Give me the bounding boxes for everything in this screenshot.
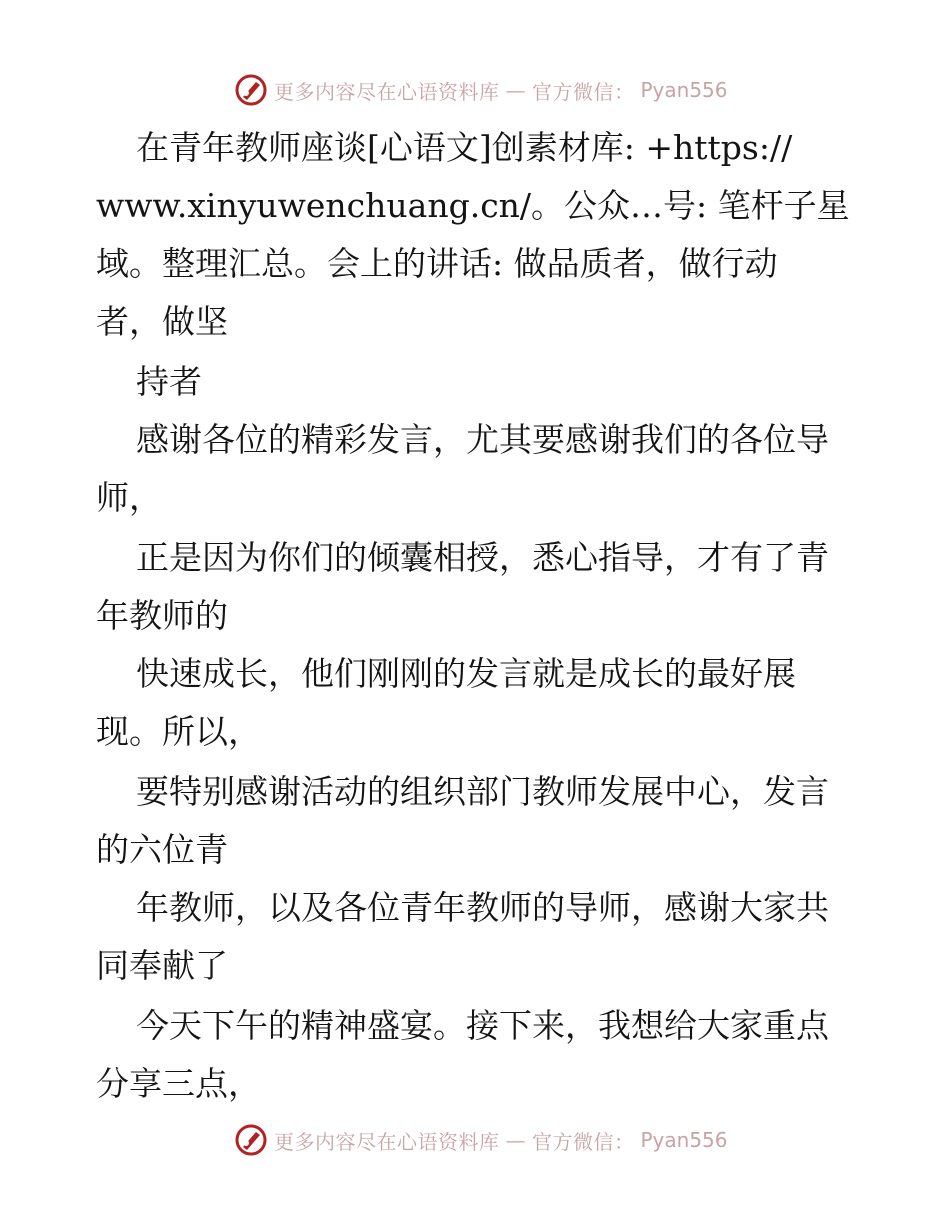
body-line: 现。所以，	[96, 712, 261, 751]
body-line: 今天下午的精神盛宴。接下来，我想给大家重点	[136, 1006, 829, 1045]
body-line: 正是因为你们的倾囊相授，悉心指导，才有了青	[136, 538, 829, 577]
body-line: 域。整理汇总。会上的讲话: 做品质者，做行动	[96, 244, 778, 283]
banner-dash: —	[505, 78, 526, 102]
body-line: 年教师，以及各位青年教师的导师，感谢大家共	[136, 888, 829, 927]
banner-wechat-id: Pyan556	[640, 1128, 728, 1152]
body-line: www.xinyuwenchuang.cn/。公众…号: 笔杆子星	[96, 186, 850, 225]
banner-text: 更多内容尽在心语资料库	[274, 1129, 500, 1154]
banner-wechat-label: 官方微信：	[532, 79, 635, 104]
body-line: 师，	[96, 478, 162, 517]
body-line: 的六位青	[96, 830, 228, 869]
body-line: 年教师的	[96, 596, 228, 635]
footer-banner	[234, 1120, 728, 1160]
banner-dash: —	[505, 1128, 526, 1152]
pen-circle-logo-icon	[234, 73, 268, 107]
body-line: 在青年教师座谈[心语文]创素材库: +https://	[136, 128, 793, 167]
body-line: 要特别感谢活动的组织部门教师发展中心，发言	[136, 772, 829, 811]
body-line: 者，做坚	[96, 302, 228, 341]
header-banner	[234, 70, 728, 110]
body-line: 感谢各位的精彩发言，尤其要感谢我们的各位导	[136, 420, 829, 459]
body-line: 分享三点，	[96, 1064, 261, 1103]
body-line: 快速成长，他们刚刚的发言就是成长的最好展	[136, 654, 796, 693]
body-line: 同奉献了	[96, 946, 228, 985]
banner-wechat-id: Pyan556	[640, 78, 728, 102]
pen-circle-logo-icon	[234, 1123, 268, 1157]
banner-text: 更多内容尽在心语资料库	[274, 79, 500, 104]
body-line: 持者	[136, 362, 202, 401]
banner-wechat-label: 官方微信：	[532, 1129, 635, 1154]
